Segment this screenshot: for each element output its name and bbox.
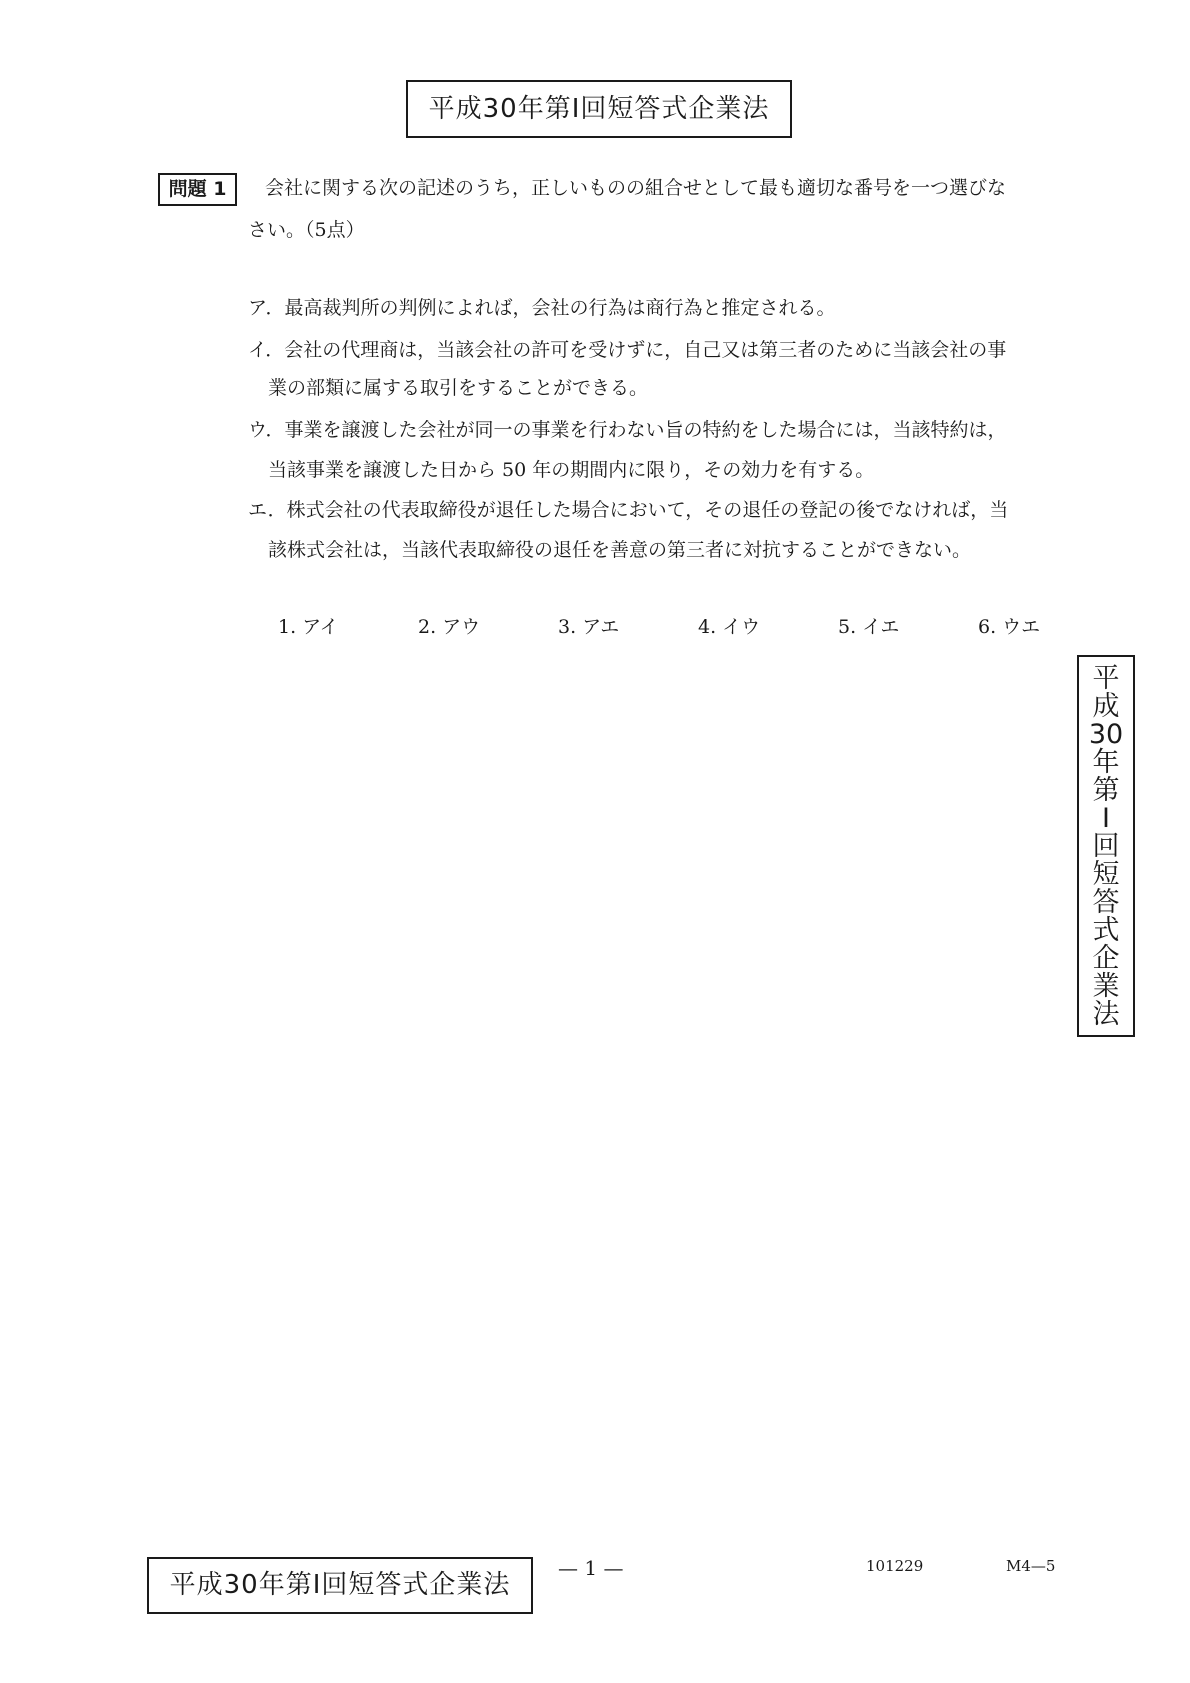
- statement-a-line-1: ア．最高裁判所の判例によれば，会社の行為は商行為と推定される。: [248, 297, 836, 319]
- side-char: 法: [1092, 999, 1120, 1030]
- exam-code: 101229: [866, 1557, 924, 1575]
- statement-u-line-1: ウ．事業を譲渡した会社が同一の事業を行わない旨の特約をした場合には，当該特約は，: [248, 419, 1007, 441]
- side-char: 成: [1092, 691, 1120, 722]
- choice-6: 6. ウエ: [978, 616, 1041, 638]
- side-char: 第: [1092, 775, 1120, 806]
- exam-title: 平成30年第Ⅰ回短答式企業法: [406, 80, 792, 138]
- question-label: 問題 1: [158, 173, 237, 206]
- side-char: 式: [1092, 915, 1120, 946]
- statement-i-line-1: イ．会社の代理商は，当該会社の許可を受けずに，自己又は第三者のために当該会社の事: [248, 339, 1007, 361]
- choice-1: 1. アイ: [278, 616, 339, 638]
- side-char: 答: [1092, 887, 1120, 918]
- side-char: 年: [1092, 747, 1120, 778]
- side-char: Ⅰ: [1102, 803, 1110, 834]
- footer-title: 平成30年第Ⅰ回短答式企業法: [147, 1557, 533, 1614]
- page-number: — 1 —: [558, 1556, 624, 1580]
- side-char: 平: [1092, 663, 1120, 694]
- side-char: 業: [1092, 971, 1120, 1002]
- side-tab-vertical-title: [1077, 655, 1135, 1037]
- choice-2: 2. アウ: [418, 616, 481, 638]
- statement-e-line-1: エ．株式会社の代表取締役が退任した場合において，その退任の登記の後でなければ，当: [248, 499, 1009, 521]
- choice-4: 4. イウ: [698, 616, 761, 638]
- side-char: 短: [1092, 859, 1120, 890]
- choice-5: 5. イエ: [838, 616, 900, 638]
- statement-e-line-2: 該株式会社は，当該代表取締役の退任を善意の第三者に対抗することができない。: [268, 539, 972, 561]
- statement-u-line-2: 当該事業を譲渡した日から 50 年の期間内に限り，その効力を有する。: [268, 459, 875, 481]
- sheet-id: M4—5: [1006, 1557, 1056, 1575]
- statement-i-line-2: 業の部類に属する取引をすることができる。: [268, 377, 649, 399]
- question-stem-line-1: 会社に関する次の記述のうち，正しいものの組合せとして最も適切な番号を一つ選びな: [265, 177, 1007, 199]
- side-char: 企: [1092, 943, 1120, 974]
- choice-3: 3. アエ: [558, 616, 620, 638]
- question-stem-line-2: さい。（5点）: [248, 219, 365, 241]
- side-char: 30: [1088, 719, 1124, 750]
- side-char: 回: [1092, 831, 1120, 862]
